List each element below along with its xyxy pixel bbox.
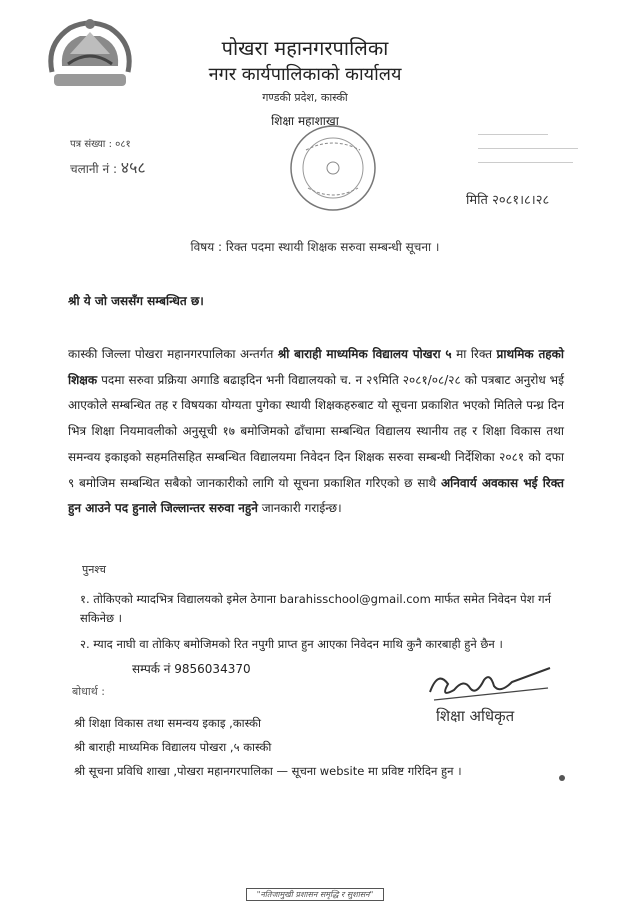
- province-name: गण्डकी प्रदेश, कास्की: [262, 91, 348, 104]
- footer-slogan: [0, 882, 630, 901]
- body-text: मा रिक्त: [451, 347, 497, 361]
- section-name: शिक्षा महाशाखा: [271, 114, 339, 128]
- subject-line: विषय : रिक्त पदमा स्थायी शिक्षक सरुवा सम्बन्धी सूचना ।: [190, 240, 440, 254]
- patra-sankhya-value: ०८१: [115, 139, 131, 150]
- org-name: पोखरा महानगरपालिका: [221, 36, 389, 60]
- signature-mark: [420, 658, 560, 710]
- body-text: पदमा सरुवा प्रक्रिया अगाडि बढाइदिन भनी विद्यालयको च. न २९मिति २०८१/०८/२८ को पत्रबाट अनुरोध भई आएकोले सम्बन्धित तह र विषयका योग्यता पुगेका स्थायी शिक्षकहरुबाट यो सूचना प्रकाशित भएको मितिले पन्ध्र दिन भित्र शिक्षा नियमावलीको अनुसूची १७ बमोजिमको ढाँचामा सम्बन्धित विद्यालय स्थानीय तह र शिक्षा विकास तथा समन्वय इकाइको सहमतिसहित सम्बन्धित विद्यालयमा निवेदन दिन शिक्षक सरुवा सम्बन्धी निर्देशिका २०८१ को दफा ९ बमोजिम सम्बन्धित सबैको जानकारीको लागि यो सूचना प्रकाशित गरिएको छ साथै: [68, 372, 564, 490]
- footer-text: "नतिजामुखी प्रशासन समृद्धि र सुशासन": [246, 888, 385, 901]
- office-name: नगर कार्यपालिकाको कार्यालय: [208, 64, 402, 85]
- cc-recipient: श्री शिक्षा विकास तथा समन्वय इकाइ ,कास्की: [74, 716, 261, 730]
- contact-number: सम्पर्क नं 9856034370: [132, 662, 251, 676]
- bodhartha-label: बोधार्थ :: [72, 685, 105, 698]
- faint-contact-line: [478, 130, 548, 135]
- salutation: श्री ये जो जससँग सम्बन्धित छ।: [68, 294, 204, 308]
- letter-date: [466, 190, 549, 208]
- nepal-emblem-logo: [40, 14, 140, 94]
- signatory-title: शिक्षा अधिकृत: [436, 707, 515, 725]
- official-seal-stamp: [278, 118, 388, 218]
- faint-contact-line: [478, 158, 573, 163]
- notice-body: [68, 342, 564, 522]
- school-name: श्री बाराही माध्यमिक विद्यालय पोखरा ५: [277, 347, 452, 361]
- patra-sankhya-label: पत्र संख्या: [70, 139, 106, 150]
- reference-number: पत्र संख्या : ०८१: [70, 139, 131, 150]
- date-label: मिति: [466, 193, 488, 208]
- note-item: २. म्याद नाघी वा तोकिए बमोजिमको रित नपुगी प्राप्त हुन आएका निवेदन माथि कुनै कारबाही हुने छैन ।: [80, 637, 503, 651]
- postscript-heading: पुनश्च: [82, 563, 107, 576]
- body-text: जानकारी गराईन्छ।: [257, 501, 342, 516]
- chalani-value: ४५८: [120, 158, 146, 177]
- emphasis-text: अनिवार्य अवकास भई रिक्त हुन आउने पद हुनाले जिल्लान्तर सरुवा नहुने: [68, 475, 564, 516]
- note-item: १. तोकिएको म्यादभित्र विद्यालयको इमेल ठेगाना barahisschool@gmail.com मार्फत समेत निवेदन पेश गर्न सकिनेछ ।: [80, 592, 552, 625]
- cc-recipient: श्री सूचना प्रविधि शाखा ,पोखरा महानगरपालिका — सूचना website मा प्रविष्ट गरिदिन हुन ।: [74, 764, 462, 778]
- chalani-label: चलानी नं: [70, 162, 110, 176]
- body-text: कास्की जिल्ला पोखरा महानगरपालिका अन्तर्गत: [68, 347, 278, 361]
- ink-dot: [559, 775, 565, 781]
- cc-recipient: श्री बाराही माध्यमिक विद्यालय पोखरा ,५ कास्की: [74, 740, 272, 754]
- faint-contact-line: [478, 144, 578, 149]
- post-level: प्राथमिक तहको शिक्षक: [68, 347, 564, 387]
- date-value: २०८१।८।२८: [492, 193, 550, 208]
- dispatch-number: चलानी नं : ४५८: [70, 158, 146, 177]
